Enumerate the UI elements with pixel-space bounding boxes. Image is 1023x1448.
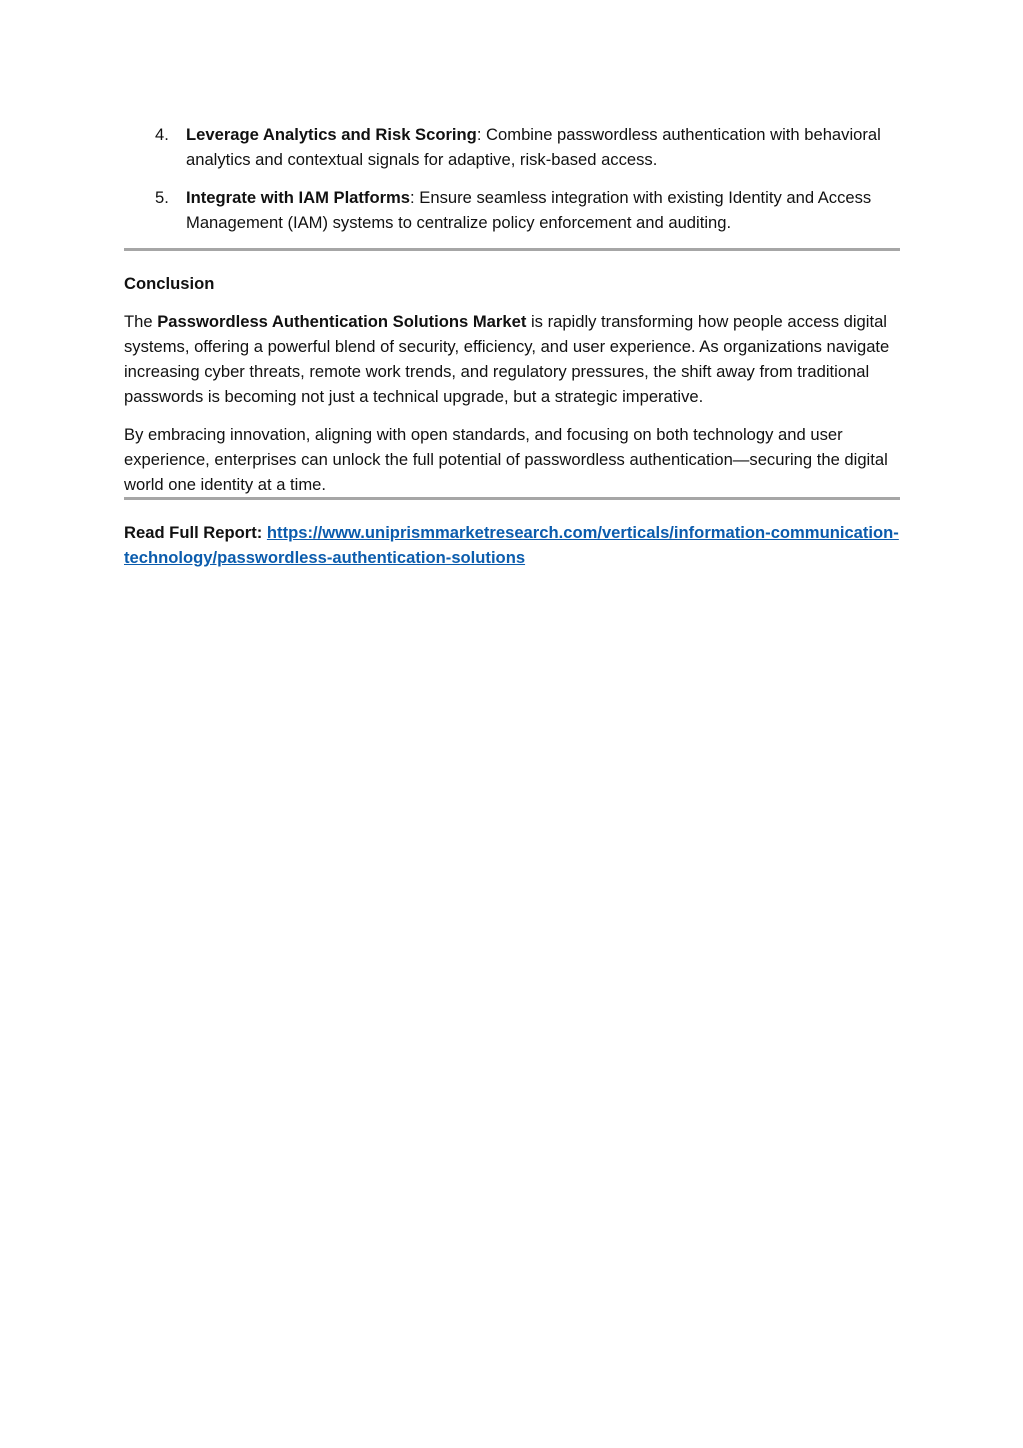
list-item-number: 4. (155, 125, 169, 144)
section-divider (124, 248, 900, 251)
list-item-text: : Ensure seamless integration with existing Identity and Access Management (IAM) systems to centralize policy enforcement and auditing. (186, 188, 872, 232)
section-divider (124, 497, 900, 500)
conclusion-paragraph-2: By embracing innovation, aligning with open standards, and focusing on both technology and user experience, enterprises can unlock the full potential of passwordless authentication—securing the digital world one identity at a time. (124, 425, 888, 494)
list-item (124, 185, 900, 235)
list-item-text: : Combine passwordless authentication with behavioral analytics and contextual signals for adaptive, risk-based access. (186, 125, 881, 169)
conclusion-heading: Conclusion (124, 274, 215, 293)
document-content (124, 122, 900, 570)
paragraph-prefix: The (124, 312, 158, 331)
conclusion-paragraph-1 (124, 309, 900, 409)
list-item-title: Leverage Analytics and Risk Scoring (186, 125, 477, 144)
market-name: Passwordless Authentication Solutions Market (157, 312, 527, 331)
recommendations-list (124, 122, 900, 235)
report-label: Read Full Report: (124, 523, 267, 542)
list-item (124, 122, 900, 172)
paragraph-body: is rapidly transforming how people access digital systems, offering a powerful blend of security, efficiency, and user experience. As organizations navigate increasing cyber threats, remote work trends, and regulatory pressures, the shift away from traditional passwords is becoming not just a technical upgrade, but a strategic imperative. (124, 312, 890, 406)
report-link[interactable]: https://www.uniprismmarketresearch.com/verticals/information-communication-technology/passwordless-authentication-solutions (124, 523, 899, 567)
report-line (124, 520, 900, 570)
list-item-number: 5. (155, 188, 169, 207)
list-item-title: Integrate with IAM Platforms (186, 188, 411, 207)
